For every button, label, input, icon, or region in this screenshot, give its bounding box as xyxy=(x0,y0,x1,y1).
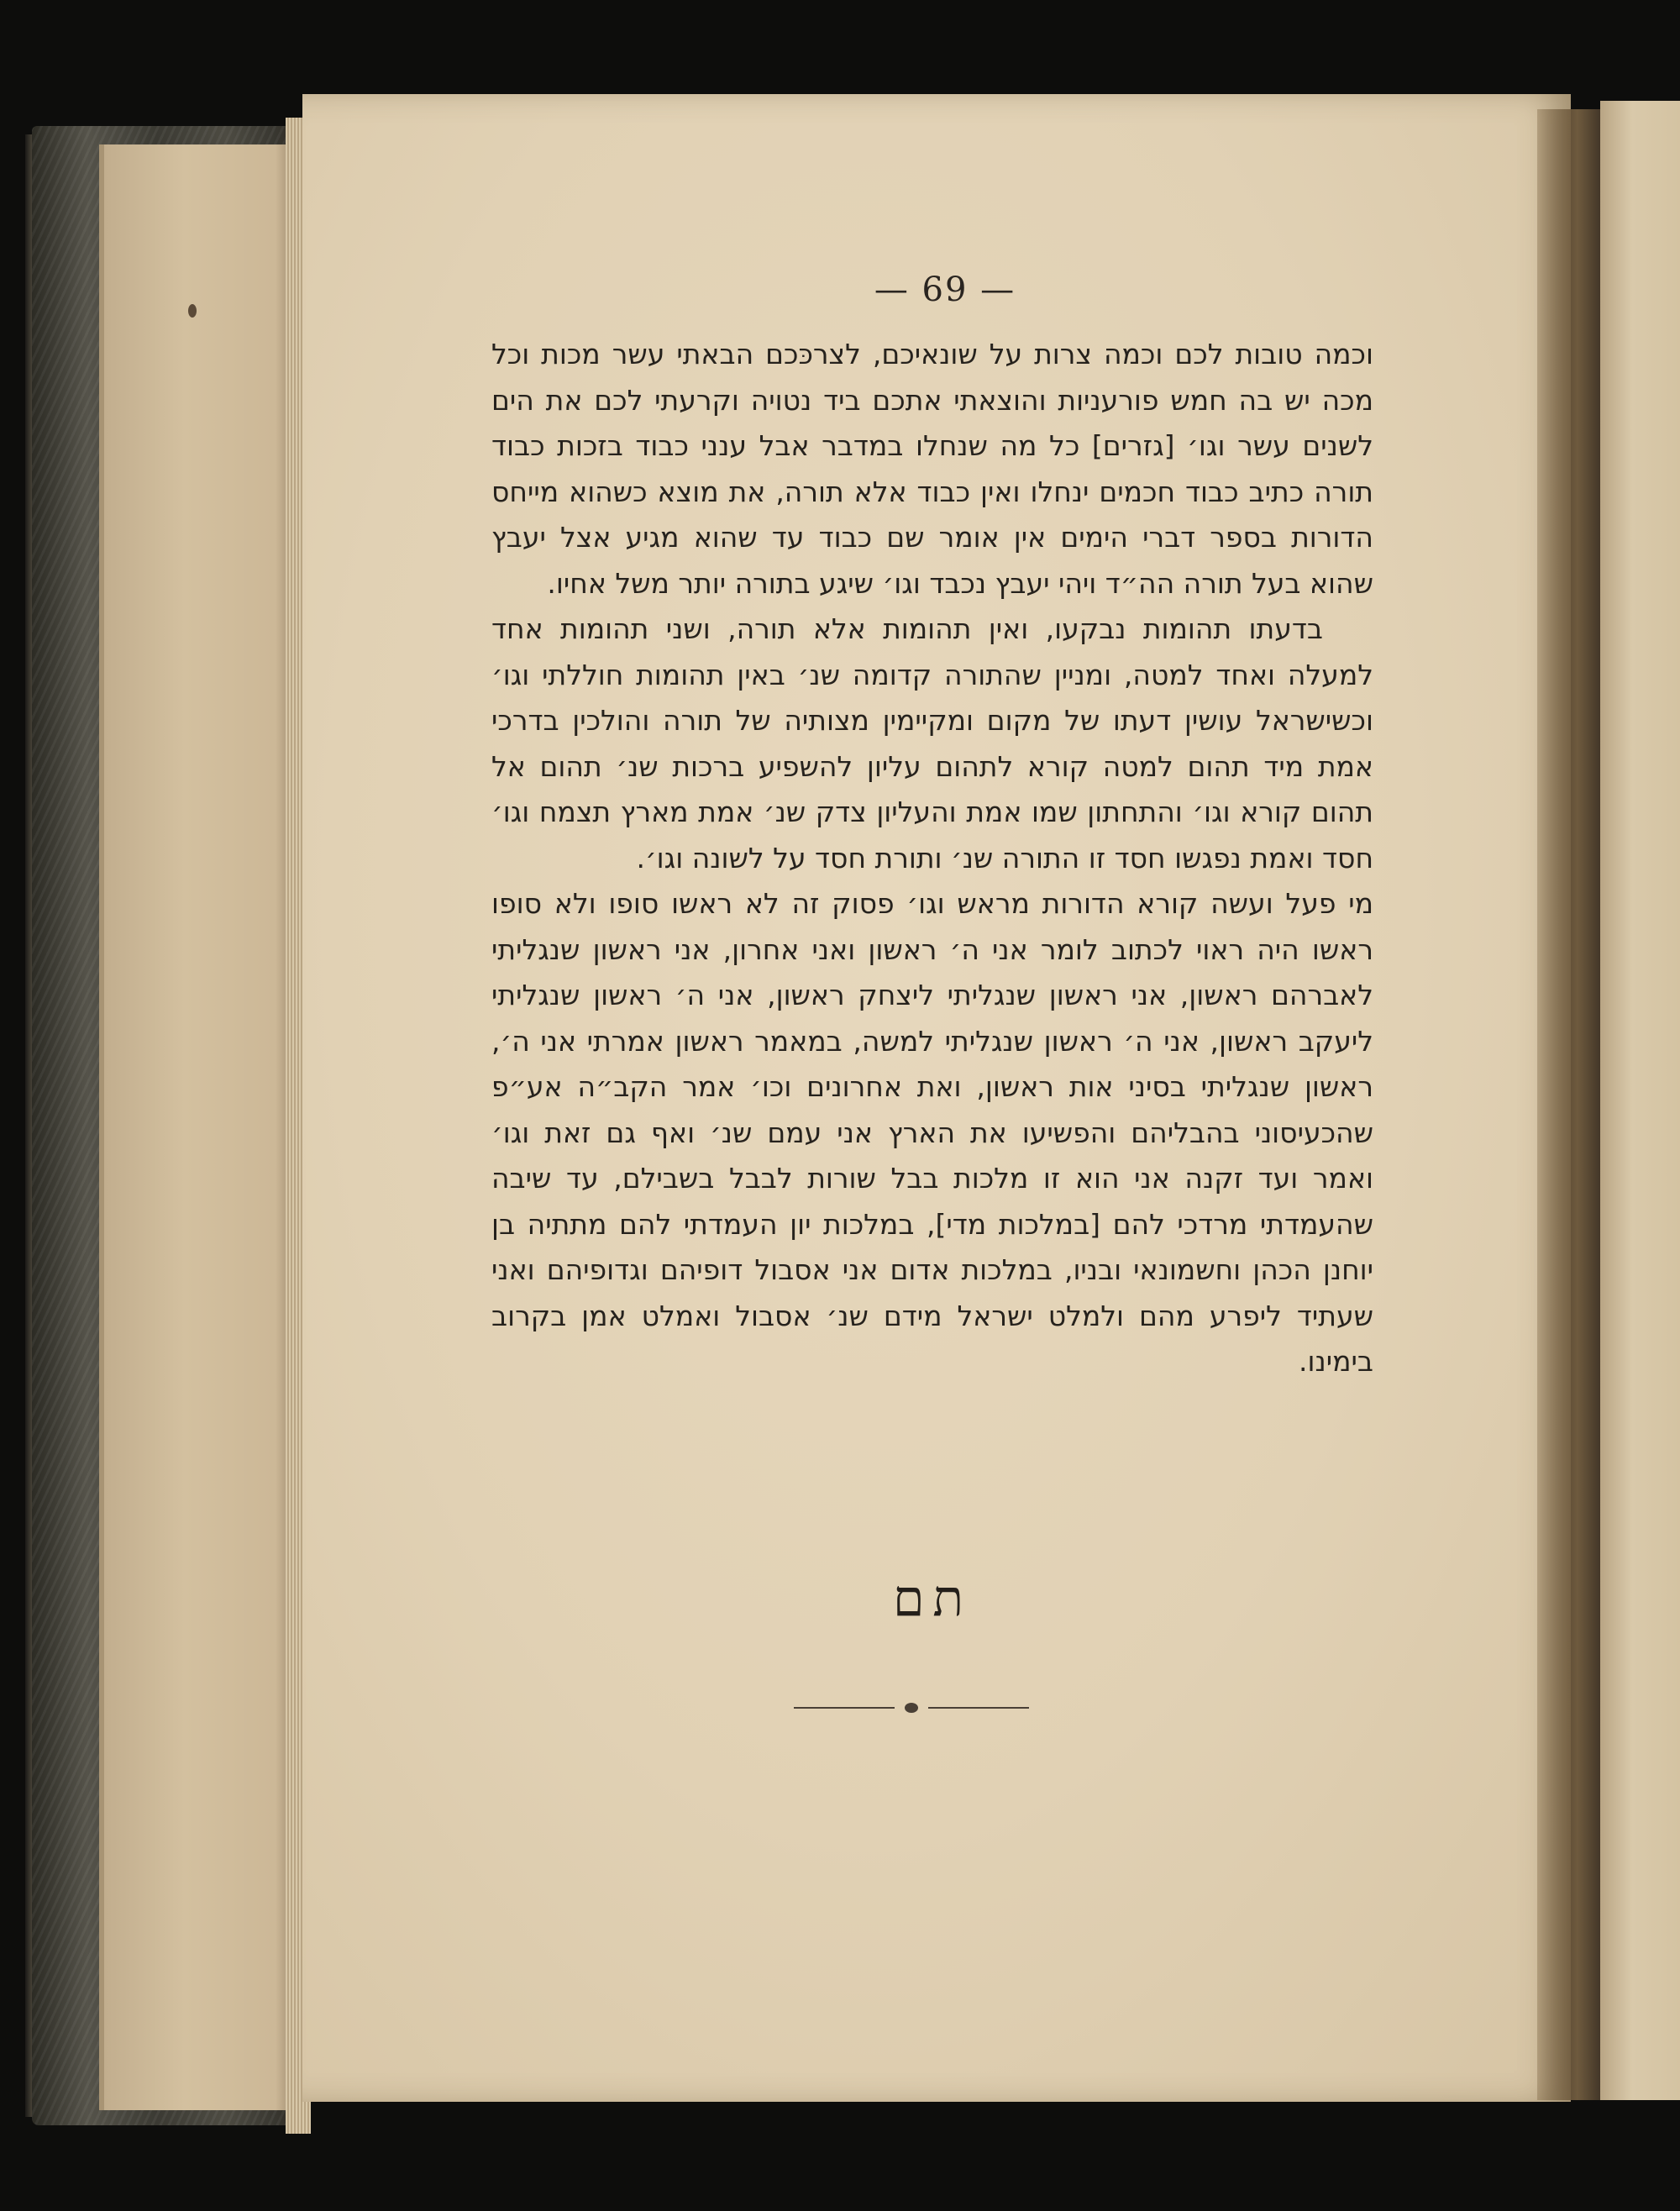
end-mark: תם xyxy=(892,1569,973,1628)
ornament-line-right xyxy=(928,1707,1029,1709)
page-body-text xyxy=(491,332,1373,1385)
paper-speck xyxy=(188,304,197,318)
page-number: — 69 — xyxy=(874,270,1016,309)
closing-ornament xyxy=(794,1701,1029,1715)
ornament-center-dot xyxy=(905,1703,918,1713)
page-gutter xyxy=(1537,109,1604,2100)
paragraph-2: בדעתו תהומות נבקעו, ואין תהומות אלא תורה, ושני תהומות אחד למעלה ואחד למטה, ומניין שהתורה קדומה שנ׳ באין תהומות חוללתי וגו׳ וכשישראל עושין דעתו של מקום ומקיימין מצותיה של תורה והולכין בדרכי אמת מיד תהום למטה קורא לתהום עליון להשפיע ברכות שנ׳ תהום אל תהום קורא וגו׳ והתחתון שמו אמת והעליון צדק שנ׳ אמת מארץ תצמח וגו׳ חסד ואמת נפגשו חסד זו התורה שנ׳ ותורת חסד על לשונה וגו׳. xyxy=(491,612,1373,874)
facing-page xyxy=(1600,101,1680,2100)
paragraph-3: מי פעל ועשה קורא הדורות מראש וגו׳ פסוק זה לא ראשו סופו ולא סופו ראשו היה ראוי לכתוב לומר אני ה׳ ראשון ואני אחרון, אני ראשון שנגליתי לאברהם ראשון, אני ראשון שנגליתי ליצחק ראשון, אני ה׳ ראשון שנגליתי ליעקב ראשון, אני ה׳ ראשון שנגליתי למשה, במאמר ראשון אמרתי אני ה׳, ראשון שנגליתי בסיני אות ראשון, ואת אחרונים וכו׳ אמר הקב״ה אע״פ שהכעיסוני בהבליהם והפשיעו את הארץ אני עמם שנ׳ ואף גם זאת וגו׳ ואמר ועד זקנה אני הוא זו מלכות בבל שורות לבבל בשבילם, עד שיבה שהעמדתי מרדכי להם [במלכות מדי], במלכות יון העמדתי להם מתתיה בן יוחנן הכהן וחשמונאי ובניו, במלכות אדום אני אסבול דופיהם וגדופיהם ואני שעתיד ליפרע מהם ולמלט ישראל מידם שנ׳ אסבול ואמלט אמן בקרוב בימינו. xyxy=(491,887,1373,1378)
ornament-line-left xyxy=(794,1707,895,1709)
paragraph-1: וכמה טובות לכם וכמה צרות על שונאיכם, לצרכּכם הבאתי עשר מכות וכל מכה יש בה חמש פורעניות והוצאתי אתכם ביד נטויה וקרעתי לכם את הים לשנים עשר וגו׳ [גזרים] כל מה שנחלו במדבר אבל ענני כבוד בזכות כבוד תורה כתיב כבוד חכמים ינחלו ואין כבוד אלא תורה, את מוצא כשהוא מייחס הדורות בספר דברי הימים אין אומר שם כבוד עד שהוא מגיע אצל יעבץ שהוא בעל תורה הה״ד ויהי יעבץ נכבד וגו׳ שיגע בתורה יותר משל אחיו. xyxy=(491,338,1373,600)
